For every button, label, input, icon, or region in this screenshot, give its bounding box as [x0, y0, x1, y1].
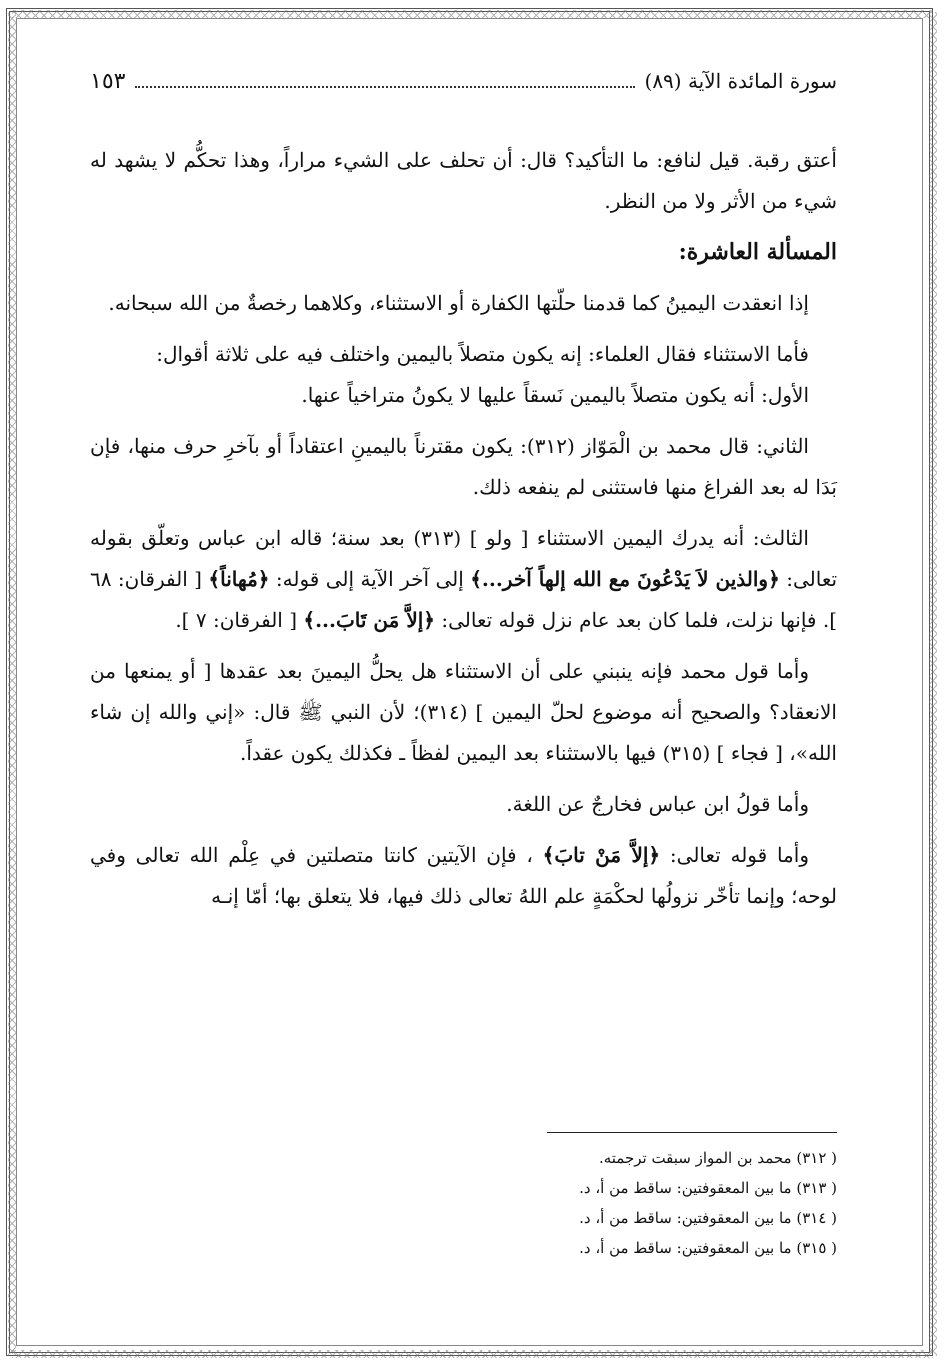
footnote: ( ٣١٤) ما بين المعقوفتين: ساقط من أ، د. — [579, 1209, 837, 1227]
ornament-left — [8, 12, 16, 1356]
paragraph — [90, 518, 837, 641]
header-title: سورة المائدة الآية (٨٩) — [644, 69, 837, 93]
section-heading: المسألة العاشرة: — [678, 239, 837, 265]
footnote: ( ٣١٥) ما بين المعقوفتين: ساقط من أ، د. — [579, 1239, 837, 1257]
quran-verse: ﴿إلاَّ مَنْ تابَ﴾ — [542, 843, 661, 867]
paragraph-text: ، فإن الآيتين كانتا متصلتين في عِلْم الله تعالى وفي لوحه؛ وإنما تأخّر نزولُها لحكْمَةٍ علم اللهُ تعالى ذلك فيها، فلا يتعلق بها؛ أمّا إنـه — [90, 843, 837, 908]
paragraph-text: وأما قوله تعالى: — [669, 843, 809, 867]
quran-verse: ﴿إلاَّ مَن تَابَ...﴾ — [303, 608, 436, 632]
page-body — [90, 140, 837, 927]
footnote-rule — [547, 1132, 837, 1133]
paragraph: فأما الاستثناء فقال العلماء: إنه يكون متصلاً باليمين واختلف فيه على ثلاثة أقوال: — [156, 342, 809, 366]
paragraph-text: إلى آخر الآية إلى قوله: — [275, 567, 464, 591]
paragraph: الأول: أنه يكون متصلاً باليمين نَسقاً عليها لا يكونُ متراخياً عنها. — [301, 383, 809, 407]
ornament-right — [929, 12, 937, 1356]
quran-verse: ﴿مُهاناً﴾ — [208, 567, 270, 591]
paragraph: إذا انعقدت اليمينُ كما قدمنا حلّتها الكفارة أو الاستثناء، وكلاهما رخصةٌ من الله سبحانه. — [108, 291, 809, 315]
quran-verse: ﴿والذين لاَ يَدْعُونَ مع الله إلهاً آخر...﴾ — [470, 567, 780, 591]
paragraph-continuation: أعتق رقبة. قيل لنافع: ما التأكيد؟ قال: أن تحلف على الشيء مراراً، وهذا تحكُّم لا يشهد له شيء من الأثر ولا من النظر. — [90, 148, 837, 213]
page-number: ١٥٣ — [90, 68, 126, 94]
paragraph: وأما قولُ ابن عباس فخارجٌ عن اللغة. — [506, 792, 809, 816]
paragraph-text: الثالث: أنه يدرك اليمين الاستثناء [ ولو ] (٣١٣) بعد سنة؛ قاله ابن عباس وتعلّق بقوله تعالى: — [90, 526, 838, 591]
ornament-bottom — [12, 1350, 933, 1358]
paragraph: الثاني: قال محمد بن الْمَوّاز (٣١٢): يكون مقترناً باليمينِ اعتقاداً أو بآخرِ حرف منها، فإن بَدَا له بعد الفراغ منها فاستثنى لم ينفعه ذلك. — [90, 434, 837, 499]
footnote: ( ٣١٣) ما بين المعقوفتين: ساقط من أ، د. — [579, 1179, 837, 1197]
paragraph: وأما قول محمد فإنه ينبني على أن الاستثناء هل يحلُّ اليمينَ بعد عقدها [ أو يمنعها من الانعقاد؟ والصحيح أنه موضوع لحلّ اليمين ] (٣١٤)؛ لأن النبي ﷺ قال: «إني والله إن شاء الله»، [ فجاء ] (٣١٥) فيها بالاستثناء بعد اليمين لفظاً ـ فكذلك يكون عقداً. — [90, 659, 837, 765]
running-header — [90, 66, 837, 96]
paragraph-text: [ الفرقان: ٦٨ ]. فإنها نزلت، فلما كان بعد عام نزل قوله تعالى: — [90, 567, 837, 632]
paragraph-text: [ الفرقان: ٧ ]. — [175, 608, 298, 632]
footnote: ( ٣١٢) محمد بن المواز سبقت ترجمته. — [598, 1149, 837, 1167]
paragraph — [90, 835, 837, 917]
footnotes — [90, 1132, 837, 1263]
header-leader-dots — [135, 74, 634, 88]
ornament-top — [12, 10, 933, 18]
